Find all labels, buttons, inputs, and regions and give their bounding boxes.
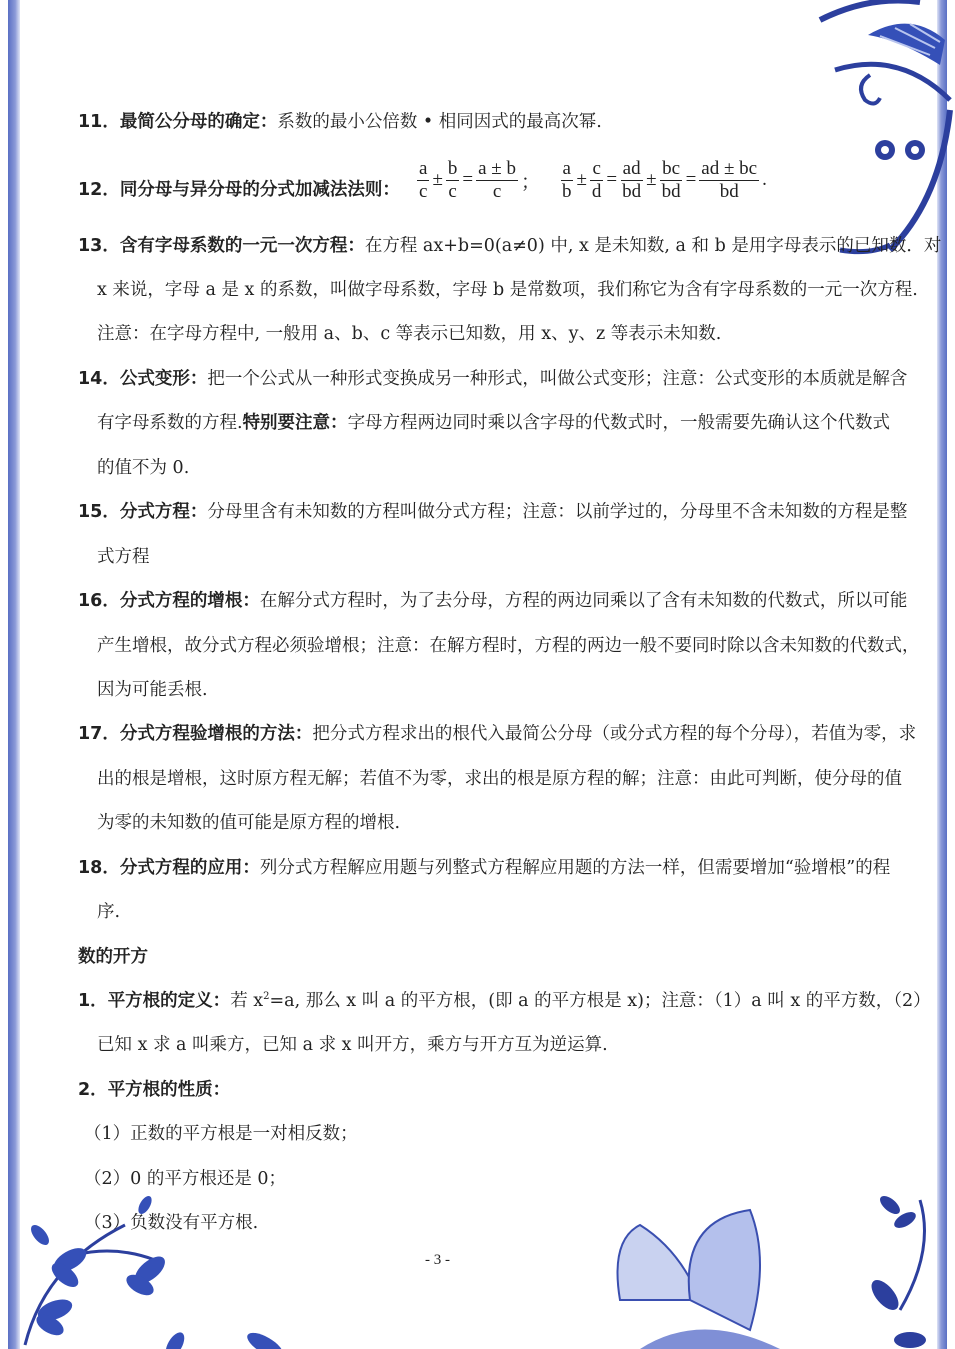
section-item-1: [78, 987, 931, 1012]
item-16: [78, 587, 907, 612]
decorative-fan-icon: [780, 0, 955, 260]
section-heading: 数的开方: [78, 947, 148, 967]
item-text: 在解分式方程时，为了去分母，方程的两边同乘以了含有未知数的代数式，所以可能: [259, 591, 908, 611]
fraction: $\frac{ad}{bd}$: [622, 158, 642, 202]
item-title: 平方根的性质：: [107, 1080, 231, 1100]
sub-item: （2）0 的平方根还是 0；: [84, 1169, 287, 1189]
item-text: 字母方程两边同时乘以含字母的代数式时，一般需要先确认这个代数式: [347, 413, 891, 433]
item-text: =a, 那么 x 叫 a 的平方根，(即 a 的平方根是 x)；注意：（1）a 叫 x 的平方数，（2）: [269, 991, 931, 1011]
item-title: 同分母与异分母的分式加减法法则：: [119, 180, 400, 200]
item-title: 含有字母系数的一元一次方程：: [119, 236, 365, 256]
item-text: 的值不为 0.: [97, 458, 190, 478]
page-number: - 3 -: [425, 1252, 450, 1268]
item-text: 因为可能丢根.: [97, 680, 208, 700]
item-number: 14．: [78, 369, 120, 389]
item-text: 列分式方程解应用题与列整式方程解应用题的方法一样，但需要增加“验增根”的程: [259, 858, 891, 878]
item-text: 式方程: [97, 547, 150, 567]
item-number: 1．: [78, 991, 108, 1011]
item-number: 2．: [78, 1080, 108, 1100]
item-text: 序.: [97, 902, 121, 922]
item-text: x 来说，字母 a 是 x 的系数，叫做字母系数，字母 b 是常数项，我们称它为含有字母系数的一元一次方程.: [97, 280, 918, 300]
item-text: [97, 409, 890, 434]
item-number: 18．: [78, 858, 120, 878]
item-number: 13．: [78, 236, 120, 256]
item-text: 已知 x 求 a 叫乘方，已知 a 求 x 叫开方，乘方与开方互为逆运算.: [97, 1035, 608, 1055]
decorative-lotus-icon: [580, 1180, 950, 1349]
item-text: 有字母系数的方程.: [97, 413, 243, 433]
section-item-2: [78, 1076, 230, 1101]
item-text: 为零的未知数的值可能是原方程的增根.: [97, 813, 401, 833]
item-text: 系数的最小公倍数 • 相同因式的最高次幂.: [277, 112, 602, 132]
item-title: 分式方程的应用：: [119, 858, 260, 878]
fraction: $\frac{a}{b}$: [561, 158, 572, 202]
item-title: 公式变形：: [119, 369, 208, 389]
item-number: 11．: [78, 112, 120, 132]
item-text: 分母里含有未知数的方程叫做分式方程；注意：以前学过的，分母里不含未知数的方程是整: [207, 502, 908, 522]
fraction-formula: $\frac{a}{c}$ ± $\frac{b}{c}$ = $\frac{a \pm b}{c}$ ； $\frac{a}{b}$ ± $\frac{c}{d}$ = $\frac{ad}{bd}$ ± $\frac{bc}{bd}$ = $\frac{ad \pm bc}{bd}$ .: [419, 158, 767, 202]
sub-item: （3）负数没有平方根.: [84, 1213, 259, 1233]
item-text: 把一个公式从一种形式变换成另一种形式，叫做公式变形；注意：公式变形的本质就是解含: [207, 369, 908, 389]
item-text: 若 x: [230, 991, 264, 1011]
item-title: 分式方程：: [119, 502, 208, 522]
fraction: $\frac{a}{c}$: [419, 158, 428, 202]
item-number: 16．: [78, 591, 120, 611]
fraction: $\frac{a \pm b}{c}$: [478, 158, 516, 202]
item-title: 分式方程验增根的方法：: [119, 724, 313, 744]
item-text: 注意：在字母方程中, 一般用 a、b、c 等表示已知数，用 x、y、z 等表示未知数.: [97, 324, 722, 344]
item-number: 12．: [78, 180, 120, 200]
item-18: [78, 854, 890, 879]
fraction: $\frac{bc}{bd}$: [661, 158, 681, 202]
item-14: [78, 365, 907, 390]
item-title: 平方根的定义：: [107, 991, 231, 1011]
item-11: [78, 108, 602, 133]
item-text: 产生增根，故分式方程必须验增根；注意：在解方程时，方程的两边一般不要同时除以含未知数的代数式，: [97, 636, 920, 656]
item-title: 最简公分母的确定：: [119, 112, 278, 132]
item-text: 出的根是增根，这时原方程无解；若值不为零，求出的根是原方程的解；注意：由此可判断，使分母的值: [97, 769, 902, 789]
item-text: 在方程 ax+b=0(a≠0) 中, x 是未知数, a 和 b 是用字母表示的已知数．对: [364, 236, 942, 256]
item-13: [78, 232, 941, 257]
page-border-left: [8, 0, 20, 1349]
sub-item: （1）正数的平方根是一对相反数；: [84, 1124, 358, 1144]
item-15: [78, 498, 907, 523]
item-12: [78, 176, 400, 201]
fraction: $\frac{b}{c}$: [447, 158, 458, 202]
emphasis-label: 特别要注意：: [242, 413, 348, 433]
fraction: $\frac{ad \pm bc}{bd}$: [701, 158, 758, 202]
superscript: 2: [263, 991, 270, 1003]
item-17: [78, 720, 916, 745]
item-title: 分式方程的增根：: [119, 591, 260, 611]
item-number: 15．: [78, 502, 120, 522]
item-number: 17．: [78, 724, 120, 744]
item-text: 把分式方程求出的根代入最简公分母（或分式方程的每个分母），若值为零，求: [312, 724, 917, 744]
fraction: $\frac{c}{d}$: [591, 158, 602, 202]
